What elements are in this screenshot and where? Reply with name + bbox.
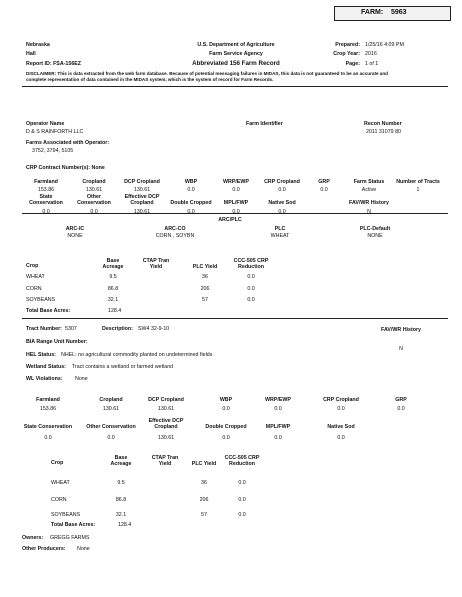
tract-value: 0.0 (397, 406, 405, 412)
wl-violations-value: None (75, 376, 88, 382)
farm-value: 0.0 (232, 209, 240, 215)
crop-row-crop: SOYBEANS (26, 297, 56, 303)
crop-col-header: PLC Yield (192, 263, 218, 270)
tract-col-header: GRP (395, 396, 407, 403)
farm-col-header: Farm Status (353, 178, 385, 185)
farm-col-header: MPL/FWP (223, 199, 249, 206)
arc-plc-header: PLC-Default (359, 226, 391, 232)
page-label: Page: (345, 61, 360, 67)
arc-plc-value: NONE (67, 233, 83, 239)
recon-label: Recon Number (364, 121, 402, 127)
crop-row-crop: CORN (26, 286, 42, 292)
farms-associated-label: Farms Associated with Operator: (26, 140, 110, 146)
wetland-label: Wetland Status: (26, 364, 66, 370)
prepared-value: 1/25/16 4:09 PM (365, 42, 404, 48)
arc-plc-header: ARC-CO (164, 226, 186, 232)
crop-row-plc: 206 (200, 286, 210, 292)
state: Nebraska (26, 42, 50, 48)
crop-year-label: Crop Year: (333, 51, 360, 57)
total-base-value: 128.4 (108, 308, 122, 314)
farm-col-header: DCP Cropland (124, 178, 160, 185)
farm-value: 0.0 (187, 209, 195, 215)
description-label: Description: (102, 326, 133, 332)
county: Hall (26, 51, 36, 57)
crop-col-header: Base Acreage (102, 257, 124, 270)
tract-value: 130.61 (102, 406, 120, 412)
divider (22, 213, 448, 214)
divider (22, 86, 448, 87)
crop-row-ccc: 0.0 (238, 512, 246, 518)
tract-col-header: State Conservation (23, 423, 73, 430)
arc-plc-title: ARC/PLC (218, 217, 242, 223)
tract-value: 0.0 (337, 406, 345, 412)
arc-plc-value: WHEAT (270, 233, 290, 239)
farm-col-header: Other Conservation (77, 193, 111, 206)
farm-value: 153.86 (37, 187, 55, 193)
crop-row-ccc: 0.0 (247, 274, 255, 280)
crop-row-plc: 57 (202, 297, 208, 303)
farm-value: 0.0 (232, 187, 240, 193)
tract-value: 0.0 (337, 435, 345, 441)
wl-violations-label: WL Violations: (26, 376, 63, 382)
tract-col-header: WBP (219, 396, 233, 403)
crop-row-base: 9.5 (117, 480, 125, 486)
tract-col-header: MPL/FWP (265, 423, 291, 430)
total-base-label: Total Base Acres: (26, 308, 71, 314)
wetland-value: Tract contains a wetland or farmed wetland (72, 364, 174, 370)
tract-value: 130.61 (157, 435, 175, 441)
farm-value: N (367, 209, 371, 215)
farm-value: 130.61 (133, 209, 151, 215)
farm-value: 0.0 (278, 209, 286, 215)
farm-col-header: WBP (184, 178, 198, 185)
arc-plc-value: NONE (367, 233, 383, 239)
farm-col-header: GRP (318, 178, 330, 185)
farm-value: 0.0 (90, 209, 98, 215)
crop-row-ccc: 0.0 (247, 297, 255, 303)
tract-col-header: WRP/EWP (265, 396, 291, 403)
crop-row-crop: SOYBEANS (51, 512, 81, 518)
tract-col-header: Native Sod (327, 423, 355, 430)
tract-value: 0.0 (44, 435, 52, 441)
farm-col-header: Effective DCP Cropland (124, 193, 160, 206)
farm-col-header: State Conservation (29, 193, 63, 206)
tract-col-header: Farmland (36, 396, 60, 403)
tract-total-base-label: Total Base Acres: (51, 522, 96, 528)
crop-col-header: CCC-505 CRP Reduction (233, 257, 269, 270)
crop-row-ccc: 0.0 (238, 497, 246, 503)
crop-row-base: 86.8 (107, 286, 119, 292)
tract-col-header: Cropland (99, 396, 123, 403)
tract-total-base-value: 128.4 (118, 522, 132, 528)
crop-col-header: PLC Yield (191, 460, 217, 467)
tract-value: 130.61 (157, 406, 175, 412)
page-value: 1 of 1 (365, 61, 379, 67)
crop-col-header: Base Acreage (110, 454, 132, 467)
crp-contract: CRP Contract Number(s): None (26, 165, 105, 171)
hel-value: NHEL: no agricultural commodity planted on undetermined fields (61, 352, 213, 358)
crop-row-plc: 57 (201, 512, 207, 518)
crop-col-header: CCC-505 CRP Reduction (224, 454, 260, 467)
prepared-label: Prepared: (335, 42, 360, 48)
report-title: Abbreviated 156 Farm Record (192, 60, 280, 67)
arc-plc-value: CORN , SOYBN (155, 233, 195, 239)
farm-col-header: FAV/WR History (349, 199, 389, 206)
tract-col-header: Effective DCP Cropland (148, 417, 184, 430)
fav-wr-label: FAV/WR History (381, 327, 421, 333)
farm-value: 0.0 (320, 187, 328, 193)
tract-col-header: Other Conservation (86, 423, 136, 430)
arc-plc-header: ARC-IC (65, 226, 85, 232)
owners-label: Owners: (22, 535, 44, 541)
tract-value: 0.0 (222, 406, 230, 412)
farm-number: 5963 (391, 9, 407, 16)
farm-col-header: WRP/EWP (223, 178, 249, 185)
agency-line1: U.S. Department of Agriculture (197, 42, 275, 48)
tract-number-label: Tract Number: (26, 326, 62, 332)
crop-row-base: 86.8 (115, 497, 127, 503)
crop-col-header: Crop (26, 263, 39, 269)
crop-row-crop: CORN (51, 497, 67, 503)
farm-value: Active (361, 187, 377, 193)
recon-value: 2011 31079 80 (366, 129, 401, 135)
crop-row-plc: 206 (199, 497, 209, 503)
farm-value: 0.0 (42, 209, 50, 215)
crop-row-base: 9.5 (109, 274, 117, 280)
crop-row-plc: 36 (201, 480, 207, 486)
fav-wr-value: N (399, 346, 403, 352)
tract-value: 0.0 (274, 406, 282, 412)
farm-value: 130.61 (85, 187, 103, 193)
tract-col-header: Double Cropped (205, 423, 247, 430)
tract-number-value: 5307 (65, 326, 77, 332)
crop-col-header: Crop (51, 460, 64, 466)
crop-row-base: 32.1 (115, 512, 127, 518)
farm-value: 0.0 (278, 187, 286, 193)
farm-col-header: Farmland (34, 178, 58, 185)
crop-row-ccc: 0.0 (247, 286, 255, 292)
tract-value: 0.0 (222, 435, 230, 441)
farm-identifier-label: Farm Identifier (246, 121, 283, 127)
arc-plc-header: PLC (274, 226, 286, 232)
crop-col-header: CTAP Tran Yield (142, 257, 170, 270)
tract-value: 153.86 (39, 406, 57, 412)
farm-number-box (334, 6, 451, 21)
farm-col-header: CRP Cropland (264, 178, 300, 185)
tract-col-header: DCP Cropland (148, 396, 184, 403)
tract-col-header: CRP Cropland (323, 396, 359, 403)
crop-row-crop: WHEAT (51, 480, 70, 486)
crop-row-crop: WHEAT (26, 274, 45, 280)
farm-value: 0.0 (187, 187, 195, 193)
farm-value: 130.61 (133, 187, 151, 193)
crop-row-plc: 36 (202, 274, 208, 280)
crop-year-value: 2016 (365, 51, 377, 57)
disclaimer-line1: DISCLAIMER: This is data extracted from the web farm database. Because of potential messaging failures in MIDAS, this data is not guaranteed to be an accurate and (26, 71, 388, 76)
disclaimer-line2: complete representation of data contained in the MIDAS system, which is the system of record for Farm Records. (26, 77, 274, 82)
farm-value: 1 (416, 187, 420, 193)
farms-associated-value: 3752, 3794, 5105 (32, 148, 74, 154)
operator-name-label: Operator Name (26, 121, 65, 127)
tract-value: 0.0 (107, 435, 115, 441)
report-id: Report ID: FSA-156EZ (26, 61, 82, 67)
owners-value: GREGG FARMS (50, 535, 90, 541)
tract-value: 0.0 (274, 435, 282, 441)
farm-label: FARM: (361, 9, 384, 16)
crop-col-header: CTAP Tran Yield (151, 454, 179, 467)
bia-label: BIA Range Unit Number: (26, 339, 88, 345)
operator-name: D & S RAINFORTH LLC (26, 129, 84, 135)
agency-line2: Farm Service Agency (209, 51, 263, 57)
hel-label: HEL Status: (26, 352, 56, 358)
farm-col-header: Number of Tracts (396, 178, 440, 185)
other-producers-value: None (77, 546, 90, 552)
crop-row-base: 32.1 (107, 297, 119, 303)
farm-col-header: Double Cropped (170, 199, 212, 206)
description-value: SW4 32-9-10 (138, 326, 170, 332)
farm-col-header: Native Sod (268, 199, 296, 206)
divider (22, 318, 448, 319)
crop-row-ccc: 0.0 (238, 480, 246, 486)
other-producers-label: Other Producers: (22, 546, 66, 552)
farm-col-header: Cropland (82, 178, 106, 185)
